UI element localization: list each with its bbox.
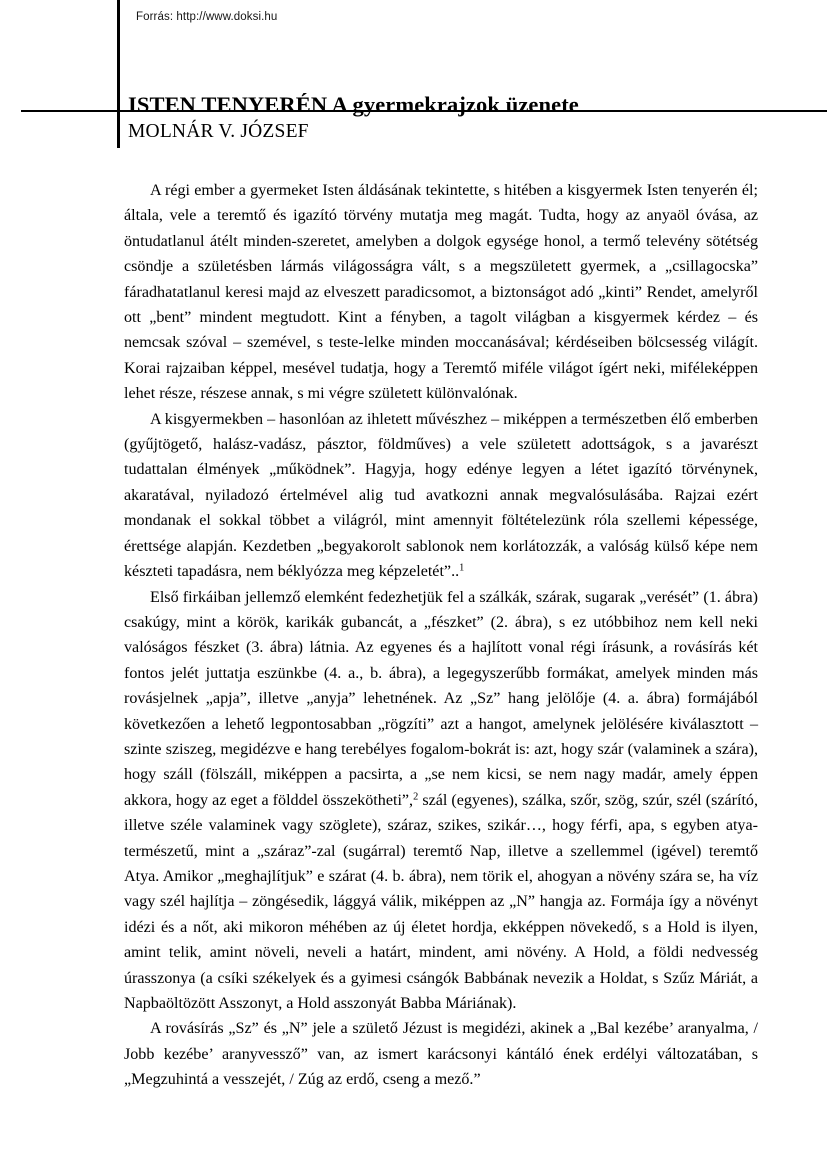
body-paragraph-2 [124,407,758,585]
body-paragraph-4: A rovásírás „Sz” és „N” jele a születő Jézust is megidézi, akinek a „Bal kezébe’ aranyalma, / Jobb kezébe’ aranyvessző” van, az ismert karácsonyi kántáló ének erdélyi változatában, s „Megzuhintá a vesszejét, / Zúg az erdő, cseng a mező.” [124,1020,758,1089]
footnote-ref-1[interactable]: 1 [459,562,465,574]
author-byline: MOLNÁR V. JÓZSEF [128,121,309,142]
body-paragraph-1: A régi ember a gyermeket Isten áldásának tekintette, s hitében a kisgyermek Isten tenyerén él; általa, vele a teremtő és igazító törvény mutatja meg magát. Tudta, hogy az anyaöl óvása, az öntudatlanul átélt minden-szeretet, amelyben a dolgok egysége honol, a termő televény sötétség csöndje a születésben lármás világosságra vált, s a megszületett gyermek, a „csillagocska” fáradhatatlanul keresi majd az elveszett paradicsomot, a biztonságot adó „kinti” Rendet, amelyről ott „bent” mindent megtudott. Kint a fényben, a tagolt világban a kisgyermek kérdez – és nemcsak szóval – szemével, s teste-lelke minden moccanásával; kérdéseiben bölcsesség világít. Korai rajzaiban képpel, mesével tudatja, hogy a Teremtő miféle világot ígért neki, miféleképpen lehet része, részese annak, s mi végre született különvalónak. [124,182,758,403]
page-title: ISTEN TENYERÉN A gyermekrajzok üzenete [128,92,579,118]
body-paragraph-3-text: Első firkáiban jellemző elemként fedezhetjük fel a szálkák, szárak, sugarak „verését” (1. ábra) csakúgy, mint a körök, karikák gubancát, a „fészket” (2. ábra), s ez utóbbihoz nem kell neki valóságos fészket (3. ábra) látnia. Az egyenes és a hajlított vonal régi írásunk, a rovásírás két fontos jelét juttatja eszünkbe (4. a., b. ábra), a legegyszerűbb formákat, amelyek minden más rovásjelnek „apja”, illetve „anyja” lehetnének. Az „Sz” hang jelölője (4. a. ábra) formájából következően a lehető legpontosabban „rögzíti” azt a hangot, amelynek jelölésére kiválasztott – szinte sziszeg, megidézve e hang terebélyes fogalom-bokrát is: azt, hogy szár (valaminek a szára), hogy száll (fölszáll, miképpen a pacsirta, a „se nem kicsi, se nem nagy madár, amely éppen akkora, hogy az eget a földdel összeköthetiˮ, [124,588,758,809]
article-body [124,178,758,1093]
source-url-note: Forrás: http://www.doksi.hu [136,11,278,23]
masthead-vertical-rule [117,0,120,148]
body-paragraph-2-text: A kisgyermekben – hasonlóan az ihletett művészhez – miképpen a természetben élő emberben (gyűjtögető, halász-vadász, pásztor, földműves) a vele született adottságok, s a javarészt tudattalan élmények „működnek”. Hagyja, hogy edénye legyen a létet igazító törvénynek, akaratával, nyiladozó értelmével alig tud avatkozni annak megvalósulásába. Rajzai ezért mondanak el sokkal többet a világról, mint amennyit föltételezünk róla szellemi képessége, érettsége alapján. Kezdetben „begyakorolt sablonok nem korlátozzák, a valóság külső képe nem készteti tapadásra, nem béklyózza meg képzeletét”.. [124,410,758,581]
footnote-ref-2[interactable]: 2 [413,791,419,803]
body-paragraph-3 [124,585,758,1017]
body-paragraph-3-tail: szál (egyenes), szálka, szőr, szög, szúr, szél (szárító, illetve széle valaminek vagy szöglete), száraz, szikes, szikár…, hogy férfi, apa, s egyben atya-természetű, mint a „száraz”-zal (sugárral) teremtő Nap, illetve a szellemmel (igével) teremtő Atya. Amikor „meghajlítjuk” e szárat (4. b. ábra), nem törik el, ahogyan a növény szára se, ha víz vagy szél hajlítja – zöngésedik, lággyá válik, miképpen az „N” hangja az. Formája így a növényt idézi és a nőt, aki mikoron méhében az új életet hordja, ekképpen növekedő, s a Hold is ilyen, amint telik, amint növeli, neveli a határt, mindent, ami növény. A Hold, a földi nedvesség úrasszonya (a csíki székelyek és a gyimesi csángók Babbának nevezik a Holdat, s Szűz Máriát, a Napbaöltözött Asszonyt, a Hold asszonyát Babba Máriának). [124,791,758,1012]
